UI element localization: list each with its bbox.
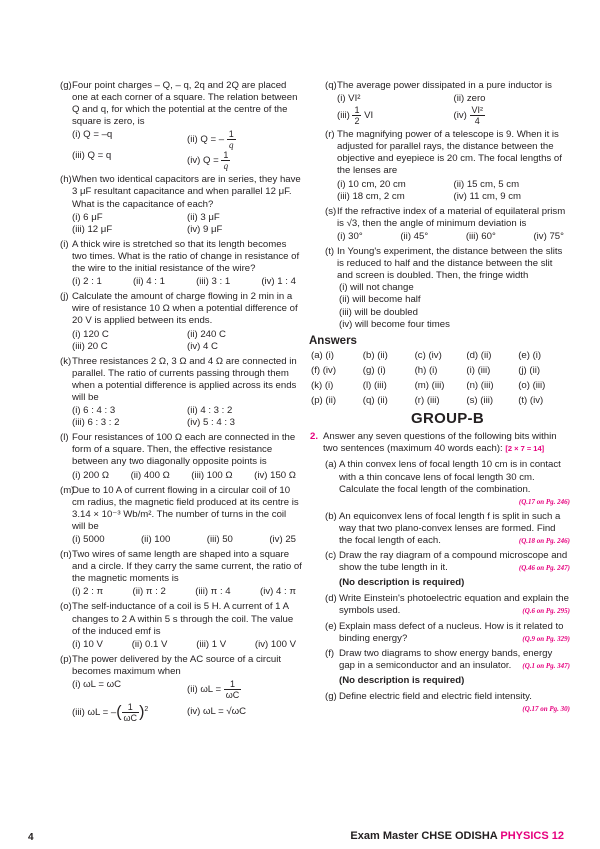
question-s bbox=[325, 206, 570, 243]
fraction bbox=[470, 105, 486, 126]
options bbox=[72, 470, 302, 482]
options bbox=[72, 586, 302, 598]
option: (ii) 100 bbox=[140, 534, 171, 545]
left-column bbox=[60, 80, 302, 726]
option-text: (ii) Q = – bbox=[187, 134, 225, 146]
question-g bbox=[60, 80, 302, 171]
options bbox=[72, 679, 302, 723]
option: (i) 200 Ω bbox=[72, 469, 110, 481]
question-label: (o) bbox=[60, 601, 72, 613]
options bbox=[337, 179, 570, 203]
answers-grid bbox=[311, 350, 570, 407]
question-label: (h) bbox=[60, 174, 72, 186]
options bbox=[72, 405, 302, 429]
option: (ii) 45° bbox=[400, 230, 429, 242]
numerator: 1 bbox=[223, 150, 229, 161]
answer-item: (q) (ii) bbox=[362, 395, 388, 407]
question-number: 2. bbox=[310, 431, 319, 443]
subquestion-c bbox=[325, 550, 570, 574]
option-text: (iii) bbox=[337, 110, 350, 122]
option: (ii) 4 : 1 bbox=[132, 276, 165, 288]
option-text: VI bbox=[364, 110, 374, 122]
question-text: The power delivered by the AC source of a circuit becomes maximum when bbox=[72, 653, 282, 677]
question-m bbox=[60, 485, 302, 546]
subquestion-f bbox=[325, 648, 570, 672]
note-text: (No description is required) bbox=[339, 674, 465, 686]
option: (iv) 75° bbox=[533, 230, 564, 242]
options bbox=[337, 231, 570, 243]
answer-item: (d) (ii) bbox=[466, 349, 492, 361]
numerator: VI² bbox=[471, 105, 484, 116]
question-p bbox=[60, 654, 302, 723]
answer-item: (r) (iii) bbox=[414, 395, 440, 407]
page-reference: (Q.17 on Pg. 246) bbox=[518, 497, 570, 506]
question-text: The magnifying power of a telescope is 9. When it is adjusted for parallel rays, the distance between the objective and eyepiece is 20 cm. The focal lengths of the lenses are bbox=[337, 129, 562, 177]
options bbox=[72, 129, 302, 171]
option: (iii) 3 : 1 bbox=[196, 276, 231, 288]
question-label: (l) bbox=[60, 432, 69, 444]
question-text: Due to 10 A of current flowing in a circular coil of 10 cm radius, the magnetic field produced at its centre is 3.14 × 10⁻³ Wb/m². The number of turns in the coil will be bbox=[72, 484, 299, 532]
denominator: 4 bbox=[474, 116, 480, 127]
question-text: Two wires of same length are shaped into a square and a circle. If they carry the same current, the ratio of the magnetic moments is bbox=[72, 549, 302, 585]
option: (iv) ωL = √ωC bbox=[187, 706, 247, 718]
answer-item: (e) (i) bbox=[518, 349, 542, 361]
subquestion-text: Draw two diagrams to show energy bands, energy gap in a semiconductor and an insulator. bbox=[339, 647, 553, 671]
answer-item: (t) (iv) bbox=[518, 395, 544, 407]
option: (iii) 6 : 3 : 2 bbox=[72, 417, 120, 429]
numerator: 1 bbox=[228, 129, 234, 140]
answer-item: (b) (ii) bbox=[362, 349, 388, 361]
page-reference: (Q.17 on Pg. 30) bbox=[522, 705, 570, 714]
option-text: (ii) ωL = bbox=[187, 684, 222, 696]
answer-item: (n) (iii) bbox=[466, 379, 494, 391]
note-text: (No description is required) bbox=[339, 577, 465, 589]
option: (iv) 11 cm, 9 cm bbox=[453, 190, 522, 202]
numerator: 1 bbox=[354, 105, 360, 116]
denominator: q bbox=[223, 161, 229, 172]
page-reference: (Q.9 on Pg. 329) bbox=[522, 634, 570, 643]
fraction bbox=[122, 702, 140, 723]
right-paren: ) bbox=[139, 703, 145, 721]
option: (iv) 9 μF bbox=[187, 223, 223, 235]
subject-label: PHYSICS 12 bbox=[500, 830, 564, 842]
question-r bbox=[325, 129, 570, 203]
question-k bbox=[60, 356, 302, 430]
page-number: 4 bbox=[28, 832, 34, 843]
subquestion-text: An equiconvex lens of focal length f is split in such a way that two plano-convex lenses are formed. Find the focal length of each. bbox=[339, 510, 561, 546]
options bbox=[72, 639, 302, 651]
option: (i) 2 : 1 bbox=[72, 276, 102, 288]
options bbox=[72, 276, 302, 288]
subquestion-d bbox=[325, 593, 570, 617]
answer-item: (o) (iii) bbox=[518, 379, 546, 391]
question-l bbox=[60, 432, 302, 481]
option: (i) 2 : π bbox=[72, 586, 104, 598]
question-label: (q) bbox=[325, 80, 337, 91]
option: (i) 30° bbox=[337, 230, 363, 242]
subquestion-a bbox=[325, 459, 570, 507]
question-o bbox=[60, 601, 302, 650]
denominator: 2 bbox=[354, 116, 360, 127]
question-label: (r) bbox=[325, 129, 335, 141]
option: (i) VI² bbox=[337, 93, 361, 105]
option bbox=[187, 679, 302, 700]
option: (i) 120 C bbox=[72, 328, 109, 340]
option: (ii) 3 μF bbox=[187, 211, 220, 223]
fraction bbox=[221, 150, 230, 171]
option: (iii) 18 cm, 2 cm bbox=[337, 190, 405, 202]
question-t bbox=[325, 246, 570, 331]
subquestion-label: (f) bbox=[325, 647, 335, 659]
subquestion-text: Explain mass defect of a nucleus. How is it related to binding energy? bbox=[339, 620, 564, 644]
answer-item: (l) (iii) bbox=[362, 379, 387, 391]
page-reference: (Q.18 on Pg. 246) bbox=[518, 537, 570, 545]
answer-item: (i) (iii) bbox=[466, 364, 491, 376]
question-text: Calculate the amount of charge flowing in 2 min in a wire of resistance 10 Ω when a potential difference of 20 V is applied between its ends. bbox=[72, 291, 298, 327]
answer-item: (f) (iv) bbox=[311, 364, 337, 376]
numerator: 1 bbox=[122, 702, 140, 713]
option: (ii) 4 : 3 : 2 bbox=[187, 405, 233, 417]
question-text: Answer any seven questions of the following bits within two sentences (maximum 40 words each): bbox=[323, 431, 557, 455]
right-column bbox=[309, 80, 570, 718]
page-reference: (Q.6 on Pg. 295) bbox=[522, 607, 570, 616]
option: (iii) 1 V bbox=[196, 638, 227, 650]
option: (ii) 0.1 V bbox=[131, 638, 168, 650]
question-text: If the refractive index of a material of equilateral prism is √3, then the angle of minimum deviation is bbox=[337, 205, 566, 229]
footer-brand bbox=[350, 830, 564, 842]
numerator: 1 bbox=[224, 679, 242, 690]
subquestion-g bbox=[325, 691, 570, 715]
option: (iii) will be doubled bbox=[339, 306, 418, 318]
option: (iv) 1 : 4 bbox=[261, 276, 296, 288]
question-text: Four point charges – Q, – q, 2q and 2Q are placed one at each corner of a square. The relation between Q and q, for which the potential at the centre of the square is zero, is bbox=[72, 80, 298, 128]
option-text: (iii) ωL = – bbox=[72, 707, 117, 719]
denominator: q bbox=[228, 140, 234, 151]
option: (i) will not change bbox=[339, 282, 414, 294]
subquestion-text: A thin convex lens of focal length 10 cm is in contact with a thin concave lens of focal length 30 cm. Calculate the focal length of the combination. bbox=[339, 459, 561, 495]
question-q bbox=[325, 80, 570, 126]
fraction bbox=[224, 679, 242, 700]
option: (ii) 240 C bbox=[187, 328, 226, 340]
marks-label: [2 × 7 = 14] bbox=[505, 444, 545, 454]
subquestion-label: (g) bbox=[325, 691, 337, 703]
options bbox=[337, 93, 570, 126]
option: (ii) zero bbox=[453, 93, 486, 105]
question-label: (p) bbox=[60, 653, 72, 665]
fraction bbox=[352, 105, 361, 126]
option-text: (iv) Q = bbox=[187, 155, 219, 167]
question-label: (k) bbox=[60, 355, 72, 367]
options bbox=[72, 212, 302, 236]
option: (i) 10 V bbox=[72, 638, 103, 650]
option bbox=[72, 702, 187, 723]
option: (iv) will become four times bbox=[339, 318, 450, 330]
option bbox=[337, 105, 454, 126]
question-label: (s) bbox=[325, 205, 337, 217]
option: (ii) will become half bbox=[339, 294, 421, 306]
subquestion-b bbox=[325, 511, 570, 547]
question-label: (n) bbox=[60, 549, 72, 561]
answer-item: (g) (i) bbox=[362, 364, 386, 376]
option: (ii) π : 2 bbox=[132, 586, 166, 598]
option: (iii) 50 bbox=[206, 534, 233, 545]
option bbox=[187, 150, 302, 171]
option: (iii) 12 μF bbox=[72, 223, 113, 235]
page-reference: (Q.1 on Pg. 347) bbox=[522, 661, 570, 670]
question-text: When two identical capacitors are in series, they have 3 μF resultant capacitance and when parallel 12 μF. What is the capacitance of each? bbox=[72, 174, 301, 210]
subquestion-text: Define electric field and electric field intensity. bbox=[339, 691, 532, 703]
denominator: ωC bbox=[225, 690, 240, 701]
question-n bbox=[60, 549, 302, 598]
answer-item: (p) (ii) bbox=[311, 395, 337, 407]
subquestion-label: (a) bbox=[325, 459, 337, 471]
book-title: Exam Master CHSE ODISHA bbox=[350, 830, 498, 842]
fraction bbox=[227, 129, 236, 150]
question-label: (t) bbox=[325, 246, 335, 258]
options bbox=[337, 282, 570, 330]
question-label: (j) bbox=[60, 291, 69, 303]
option: (iv) 100 V bbox=[254, 638, 296, 650]
question-text: Three resistances 2 Ω, 3 Ω and 4 Ω are connected in parallel. The ratio of currents passing through them when a potential difference is applied across its ends will be bbox=[72, 355, 297, 403]
answer-item: (c) (iv) bbox=[414, 349, 442, 361]
answer-item: (j) (ii) bbox=[518, 364, 541, 376]
option bbox=[187, 129, 302, 150]
subquestion-text: Write Einstein's photoelectric equation and explain the symbols used. bbox=[339, 593, 569, 617]
answer-item: (m) (iii) bbox=[414, 379, 445, 391]
option: (iv) 150 Ω bbox=[254, 469, 296, 481]
question-text: Four resistances of 100 Ω each are connected in the form of a square. Then, the effective resistance between any two diagonally opposite points is bbox=[72, 432, 296, 468]
option: (ii) 15 cm, 5 cm bbox=[453, 178, 520, 190]
option: (iii) π : 4 bbox=[195, 586, 231, 598]
answer-item: (s) (iii) bbox=[466, 395, 494, 407]
option: (i) ωL = ωC bbox=[72, 679, 122, 691]
option: (i) 6 : 4 : 3 bbox=[72, 405, 116, 417]
option bbox=[454, 105, 571, 126]
option: (iv) 25 bbox=[269, 534, 296, 545]
subquestion-label: (c) bbox=[325, 550, 337, 562]
option: (i) 10 cm, 20 cm bbox=[337, 178, 406, 190]
subquestion-label: (b) bbox=[325, 510, 337, 522]
question-i bbox=[60, 239, 302, 288]
question-label: (i) bbox=[60, 238, 69, 250]
question-label: (m) bbox=[60, 484, 75, 496]
option: (iii) 60° bbox=[465, 230, 496, 242]
option: (i) 6 μF bbox=[72, 211, 103, 223]
section-heading: GROUP-B bbox=[411, 410, 484, 428]
subquestion-e bbox=[325, 621, 570, 645]
left-paren: ( bbox=[116, 703, 122, 721]
options bbox=[72, 534, 302, 546]
answers-heading: Answers bbox=[309, 334, 357, 347]
denominator: ωC bbox=[123, 713, 138, 724]
question-text: A thick wire is stretched so that its length becomes two times. What is the ratio of change in resistance of the wire to the initial resistance of the wire? bbox=[72, 238, 300, 275]
option: (iii) Q = q bbox=[72, 150, 112, 162]
options bbox=[72, 329, 302, 353]
question-text: The average power dissipated in a pure inductor is bbox=[337, 80, 552, 91]
subquestion-label: (e) bbox=[325, 620, 337, 632]
option: (i) Q = –q bbox=[72, 129, 113, 141]
option-text: (iv) bbox=[453, 110, 467, 122]
answer-item: (h) (i) bbox=[414, 364, 438, 376]
option: (iv) 4 : π bbox=[260, 586, 296, 598]
question-2 bbox=[307, 431, 570, 455]
question-h bbox=[60, 174, 302, 235]
answer-item: (a) (i) bbox=[311, 349, 334, 361]
option: (i) 5000 bbox=[72, 534, 105, 545]
subquestion-text: Draw the ray diagram of a compound microscope and show the tube length in it. bbox=[339, 550, 568, 574]
question-text: The self-inductance of a coil is 5 H. A current of 1 A changes to 2 A within 5 s through the coil. The value of the induced emf is bbox=[72, 601, 294, 637]
question-text: In Young's experiment, the distance between the slits is reduced to half and the distance between the slit and screen is doubled. Then, the fringe width bbox=[337, 246, 563, 282]
exponent: 2 bbox=[144, 705, 149, 713]
option: (iv) 4 C bbox=[187, 340, 218, 352]
question-label: (g) bbox=[60, 80, 72, 91]
option: (iii) 100 Ω bbox=[191, 469, 233, 481]
option: (ii) 400 Ω bbox=[130, 469, 170, 481]
answer-item: (k) (i) bbox=[311, 379, 334, 391]
option: (iii) 20 C bbox=[72, 340, 108, 352]
page-reference: (Q.46 on Pg. 247) bbox=[518, 564, 570, 573]
subquestion-label: (d) bbox=[325, 593, 337, 605]
question-j bbox=[60, 291, 302, 352]
option: (iv) 5 : 4 : 3 bbox=[187, 417, 235, 429]
